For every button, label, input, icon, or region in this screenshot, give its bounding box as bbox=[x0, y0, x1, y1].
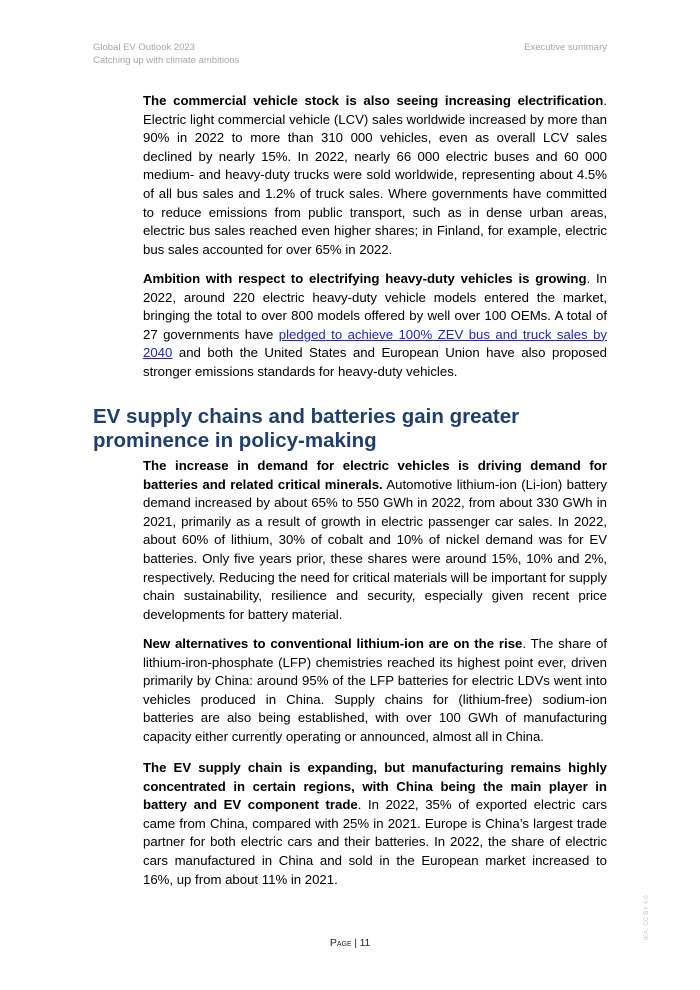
paragraph-text: Electric light commercial vehicle (LCV) sales worldwide increased by more than 90% in 2022 to more than 310 000 vehicles, even as overall LCV sales declined by nearly 15%. In 2022, nearly 66 000 electric buses and 60 000 medium- and heavy-duty trucks were sold worldwide, representing about 4.5% of all bus sales and 1.2% of truck sales. Where governments have committed to reduce emissions from public transport, such as in dense urban areas, electric bus sales reached even higher shares; in Finland, for example, electric bus sales accounted for over 65% in 2022. bbox=[143, 111, 607, 257]
paragraph-text: . The share of lithium-iron-phosphate (LFP) chemistries reached its highest point ever, driven primarily by China: around 95% of the LFP batteries for electric LDVs went into vehicles produced in China. Supply chains for (lithium-free) sodium-ion batteries are also being established, with over 100 GWh of manufacturing capacity either currently operating or announced, almost all in China. bbox=[143, 636, 607, 744]
paragraph-heavy-duty: Ambition with respect to electrifying heavy-duty vehicles is growing. In 2022, around 220 electric heavy-duty vehicle models entered the market, bringing the total to over 800 models offered by well over 100 OEMs. A total of 27 governments have pledged to achieve 100% ZEV bus and truck sales by 2040 and both the United States and European Union have also proposed stronger emissions standards for heavy-duty vehicles. bbox=[143, 271, 607, 379]
paragraph-lead: The EV supply chain is expanding, but manufacturing remains highly concentrated in certain regions, with China being the main player in battery and EV component trade bbox=[143, 760, 607, 813]
paragraph-text: . In 2022, 35% of exported electric cars came from China, compared with 25% in 2021. Europe is China’s largest trade partner for both electric cars and their batteries. In 2022, the share of electric cars manufactured in China and sold in the European market increased to 16%, up from about 11% in 2021. bbox=[143, 797, 607, 887]
license-watermark: IEA. CC BY 4.0 bbox=[643, 895, 650, 940]
paragraph-commercial-vehicles: The commercial vehicle stock is also seeing increasing electrification. Electric light commercial vehicle (LCV) sales worldwide increased by more than 90% in 2022 to more than 310 000 vehicles, even as overall LCV sales declined by nearly 15%. In 2022, nearly 66 000 electric buses and 60 000 medium- and heavy-duty trucks were sold worldwide, representing about 4.5% of all bus sales and 1.2% of truck sales. Where governments have committed to reduce emissions from public transport, such as in dense urban areas, electric bus sales reached even higher shares; in Finland, for example, electric bus sales accounted for over 65% in 2022. bbox=[143, 93, 607, 257]
report-subtitle: Catching up with climate ambitions bbox=[93, 55, 240, 66]
section-heading: EV supply chains and batteries gain greater prominence in policy-making bbox=[93, 405, 520, 452]
report-title: Global EV Outlook 2023 bbox=[93, 42, 195, 53]
running-header-left bbox=[93, 41, 239, 67]
paragraph-lithium-alternatives bbox=[143, 635, 607, 747]
paragraph-lead: The increase in demand for electric vehicles is driving demand for batteries and related critical minerals. bbox=[143, 458, 607, 492]
zev-pledge-link[interactable]: pledged to achieve 100% ZEV bus and truck sales by 2040 bbox=[143, 326, 607, 361]
paragraph-lead: The commercial vehicle stock is also seeing increasing electrification bbox=[143, 93, 604, 108]
paragraph-supply-chain bbox=[143, 759, 607, 889]
paragraph-battery-demand bbox=[143, 457, 607, 624]
paragraph-lead: New alternatives to conventional lithium-ion are on the rise bbox=[143, 636, 523, 651]
paragraph-lead: Ambition with respect to electrifying heavy-duty vehicles is growing bbox=[143, 271, 587, 286]
paragraph-text: Automotive lithium-ion (Li-ion) battery demand increased by about 65% to 550 GWh in 2022, from about 330 GWh in 2021, primarily as a result of growth in electric passenger car sales. In 2022, about 60% of lithium, 30% of cobalt and 10% of nickel demand was for EV batteries. Only five years prior, these shares were around 15%, 10% and 2%, respectively. Reducing the need for critical materials will be important for supply chain sustainability, resilience and security, especially given recent price developments for battery material. bbox=[143, 476, 607, 622]
page-number: 11 bbox=[359, 938, 371, 949]
page-label: Page bbox=[329, 937, 352, 949]
page-footer: Page | 11 bbox=[329, 937, 371, 949]
running-header-section: Executive summary bbox=[524, 42, 607, 53]
